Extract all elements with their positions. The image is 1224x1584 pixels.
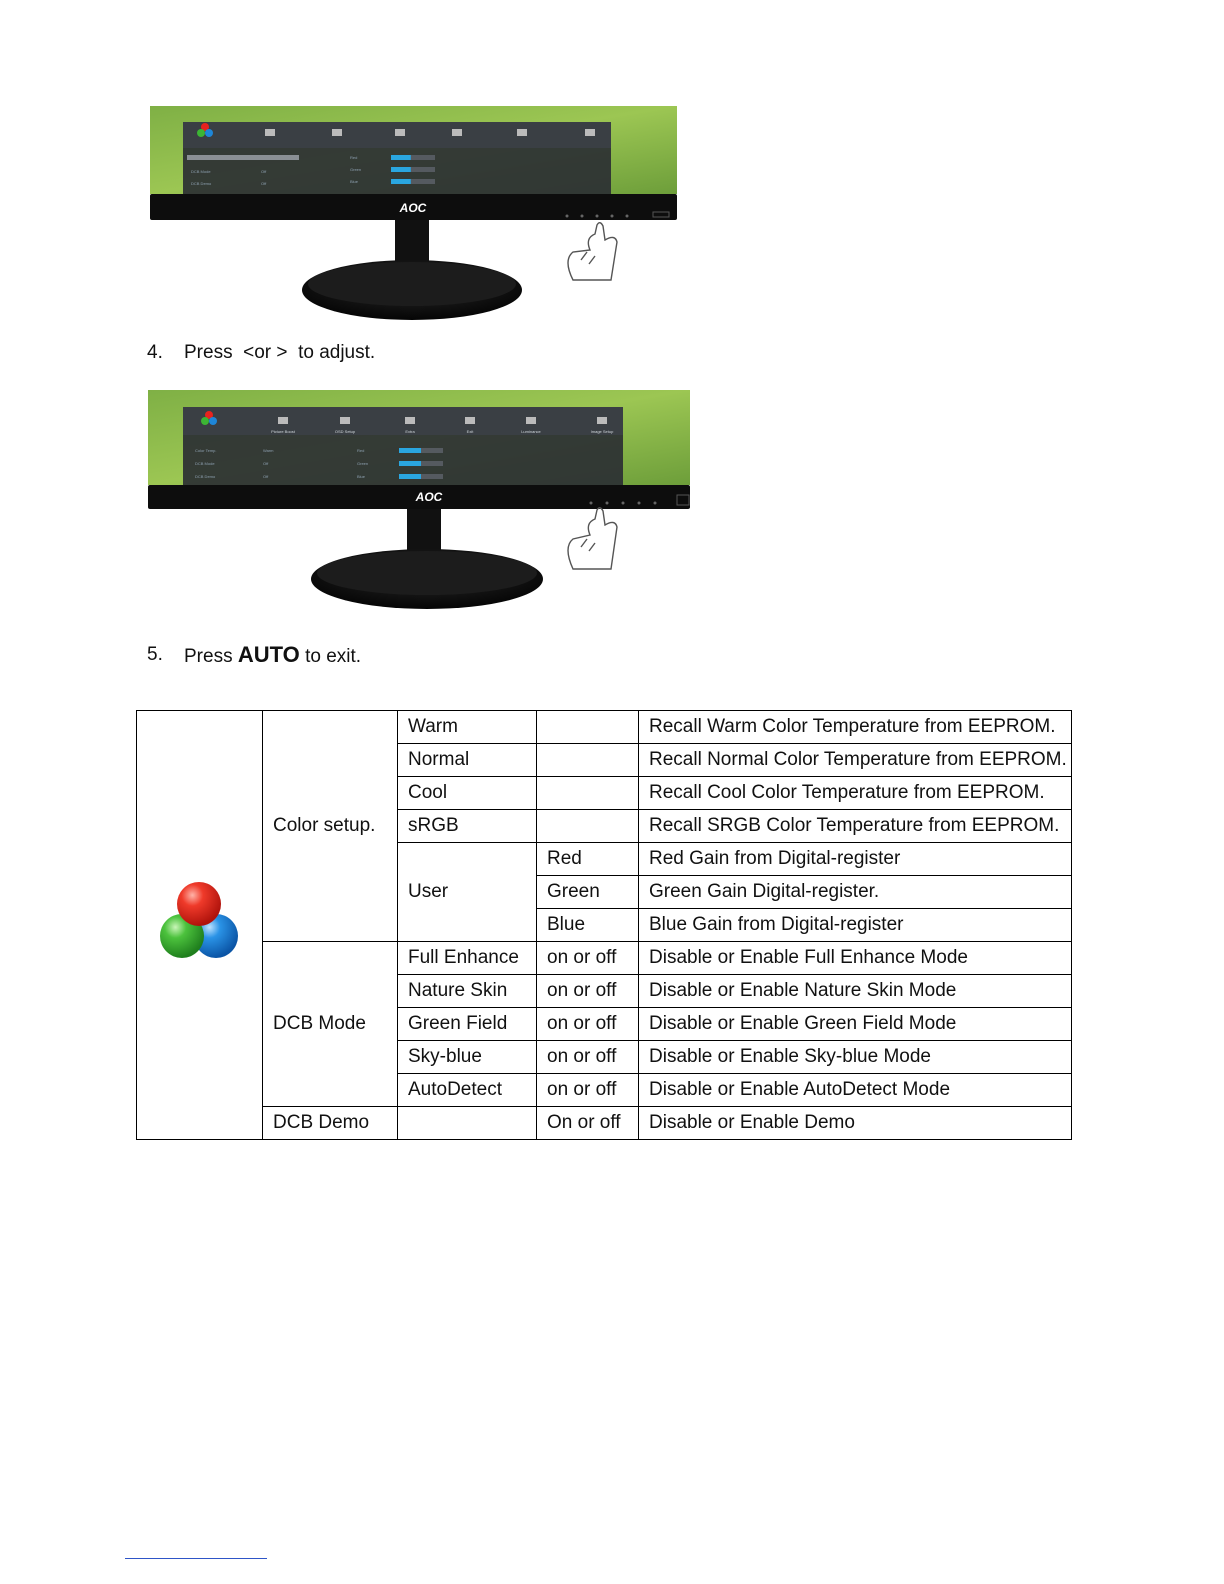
sub-full-enhance: on or off xyxy=(537,942,639,975)
arrow-keys: <or > xyxy=(243,342,288,363)
monitor-osd-photo-2 xyxy=(145,385,695,613)
desc-full-enhance: Disable or Enable Full Enhance Mode xyxy=(639,942,1072,975)
sub-empty xyxy=(537,810,639,843)
osd-slider-label: Green xyxy=(350,167,362,172)
osd-slider-fill xyxy=(391,155,411,160)
item-srgb: sRGB xyxy=(398,810,537,843)
osd-tab: Luminance xyxy=(521,429,541,434)
auto-key-label: AUTO xyxy=(237,642,300,667)
sub-sky-blue: on or off xyxy=(537,1041,639,1074)
color-setup-rgb-balls-icon xyxy=(150,874,250,970)
desc-nature-skin: Disable or Enable Nature Skin Mode xyxy=(639,975,1072,1008)
group-dcb-mode: DCB Mode xyxy=(263,942,398,1107)
osd-slider-fill xyxy=(399,461,421,466)
item-cool: Cool xyxy=(398,777,537,810)
osd-row-value: Off xyxy=(261,169,267,174)
table-row xyxy=(137,942,1072,975)
brand-logo: AOC xyxy=(415,490,443,504)
osd-row-label: DCB Mode xyxy=(195,461,215,466)
desc-normal: Recall Normal Color Temperature from EEPROM. xyxy=(639,744,1072,777)
item-empty xyxy=(398,1107,537,1140)
desc-demo: Disable or Enable Demo xyxy=(639,1107,1072,1140)
item-sky-blue: Sky-blue xyxy=(398,1041,537,1074)
item-green-field: Green Field xyxy=(398,1008,537,1041)
pointing-hand-icon xyxy=(568,508,617,569)
osd-slider-fill xyxy=(399,474,421,479)
color-setup-table xyxy=(136,710,1072,1140)
osd-slider-label: Blue xyxy=(350,179,359,184)
desc-sky-blue: Disable or Enable Sky-blue Mode xyxy=(639,1041,1072,1074)
desc-warm: Recall Warm Color Temperature from EEPROM. xyxy=(639,711,1072,744)
osd-row-label: DCB Demo xyxy=(191,181,212,186)
footnote-rule xyxy=(125,1558,267,1559)
desc-cool: Recall Cool Color Temperature from EEPROM. xyxy=(639,777,1072,810)
sub-green: Green xyxy=(537,876,639,909)
osd-row-value: Warm xyxy=(263,448,274,453)
osd-row-label: DCB Mode xyxy=(191,169,211,174)
item-nature-skin: Nature Skin xyxy=(398,975,537,1008)
osd-slider-label: Red xyxy=(350,155,358,160)
osd-slider-fill xyxy=(391,179,411,184)
sub-empty xyxy=(537,777,639,810)
desc-green-field: Disable or Enable Green Field Mode xyxy=(639,1008,1072,1041)
step-text: Press <or > to adjust. xyxy=(184,342,376,363)
osd-slider-label: Green xyxy=(357,461,369,466)
desc-srgb: Recall SRGB Color Temperature from EEPROM. xyxy=(639,810,1072,843)
osd-tab: Image Setup xyxy=(590,429,614,434)
desc-green: Green Gain Digital-register. xyxy=(639,876,1072,909)
osd-slider-fill xyxy=(399,448,421,453)
step-number: 5. xyxy=(147,644,163,665)
osd-slider-label: Red xyxy=(357,448,365,453)
item-normal: Normal xyxy=(398,744,537,777)
osd-slider-label: Blue xyxy=(357,474,366,479)
desc-autodetect: Disable or Enable AutoDetect Mode xyxy=(639,1074,1072,1107)
desc-blue: Blue Gain from Digital-register xyxy=(639,909,1072,942)
osd-row-label: DCB Demo xyxy=(195,474,216,479)
step-number: 4. xyxy=(147,342,163,363)
desc-red: Red Gain from Digital-register xyxy=(639,843,1072,876)
osd-slider-fill xyxy=(391,167,411,172)
item-autodetect: AutoDetect xyxy=(398,1074,537,1107)
sub-empty xyxy=(537,744,639,777)
sub-empty xyxy=(537,711,639,744)
group-color-setup: Color setup. xyxy=(263,711,398,942)
icon-cell xyxy=(137,711,263,1140)
osd-tab: Picture Boost xyxy=(271,429,295,434)
osd-panel xyxy=(183,407,623,485)
item-user: User xyxy=(398,843,537,942)
monitor-osd-photo-1 xyxy=(145,100,685,322)
brand-logo: AOC xyxy=(399,201,427,215)
osd-row-label: Color Temp. xyxy=(195,448,217,453)
osd-tab: Exit xyxy=(466,429,474,434)
osd-tab: Extra xyxy=(405,429,415,434)
osd-tab: OSD Setup xyxy=(334,429,356,434)
osd-row-value: Off xyxy=(263,474,269,479)
step-text: Press AUTO to exit. xyxy=(184,642,362,667)
sub-demo: On or off xyxy=(537,1107,639,1140)
osd-row-value: Off xyxy=(263,461,269,466)
sub-red: Red xyxy=(537,843,639,876)
item-full-enhance: Full Enhance xyxy=(398,942,537,975)
sub-green-field: on or off xyxy=(537,1008,639,1041)
sub-autodetect: on or off xyxy=(537,1074,639,1107)
sub-blue: Blue xyxy=(537,909,639,942)
table-row xyxy=(137,711,1072,744)
sub-nature-skin: on or off xyxy=(537,975,639,1008)
item-warm: Warm xyxy=(398,711,537,744)
osd-panel xyxy=(183,122,611,194)
osd-row-value: Off xyxy=(261,181,267,186)
table-row xyxy=(137,1107,1072,1140)
pointing-hand-icon xyxy=(568,223,617,280)
group-dcb-demo: DCB Demo xyxy=(263,1107,398,1140)
